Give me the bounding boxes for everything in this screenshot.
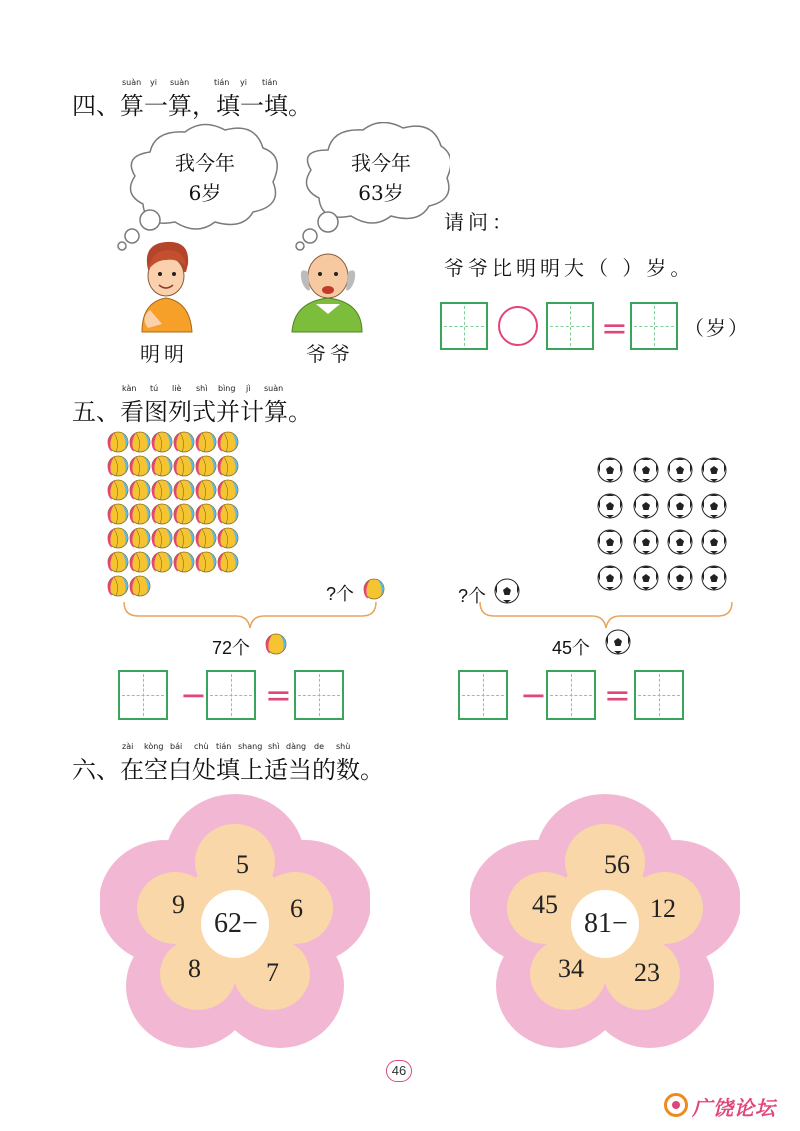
minus-sign: − (520, 676, 547, 714)
right-unknown-label: ?个 (458, 586, 487, 606)
flower-right-petal: 23 (634, 958, 660, 987)
left-bracket (120, 600, 380, 630)
boy-illustration (130, 240, 200, 335)
flower-right-petal: 56 (604, 850, 630, 879)
bubble-left-text: 我今年 6岁 (175, 151, 235, 205)
operator-circle[interactable] (498, 306, 538, 346)
beach-ball-icon (264, 632, 288, 656)
beach-ball-grid (108, 432, 238, 596)
right-total-label: 45个 (552, 638, 591, 658)
left-eq-box-1[interactable] (118, 670, 168, 720)
question-prefix: 请问： (444, 210, 516, 234)
left-unknown-label: ?个 (326, 584, 355, 604)
right-eq-box-2[interactable] (546, 670, 596, 720)
left-eq-box-2[interactable] (206, 670, 256, 720)
equals-sign: = (604, 676, 631, 714)
grandpa-illustration (288, 244, 364, 334)
minus-sign: − (180, 676, 207, 714)
beach-ball-icon (362, 577, 386, 601)
section6-heading: 六、在空白处填上适当的数。 (72, 756, 384, 784)
soccer-ball-icon (604, 628, 632, 656)
right-eq-box-3[interactable] (634, 670, 684, 720)
flower-right-petal: 12 (650, 894, 676, 923)
unit-label: （岁） (684, 316, 750, 340)
answer-box-1[interactable] (440, 302, 488, 350)
flower-left-petal: 8 (188, 954, 201, 983)
answer-box-2[interactable] (546, 302, 594, 350)
equals-sign: = (601, 309, 628, 347)
right-bracket (476, 600, 738, 630)
right-eq-box-1[interactable] (458, 670, 508, 720)
flower-left-petal: 6 (290, 894, 303, 923)
soccer-balls (592, 454, 732, 594)
flower-right-center: 81− (584, 908, 628, 939)
flower-left-petal: 5 (236, 850, 249, 879)
section4-heading: 四、算一算，填一填。 (72, 92, 312, 120)
watermark-text: 广饶论坛 (692, 1096, 776, 1120)
page-number: 46 (386, 1060, 412, 1082)
flower-left-center: 62− (214, 908, 258, 939)
watermark-logo-icon (664, 1093, 688, 1117)
left-eq-box-3[interactable] (294, 670, 344, 720)
answer-box-3[interactable] (630, 302, 678, 350)
question-text: 爷爷比明明大（ ）岁。 (444, 256, 695, 280)
name-mingming: 明明 (140, 342, 188, 366)
section5-heading: 五、看图列式并计算。 (72, 398, 312, 426)
equals-sign: = (265, 676, 292, 714)
beach-balls (106, 430, 396, 605)
left-total-label: 72个 (212, 638, 251, 658)
flower-right-petal: 34 (558, 954, 584, 983)
bubble-right-text: 我今年 63岁 (351, 151, 411, 205)
flower-left-petal: 9 (172, 890, 185, 919)
flower-left-petal: 7 (266, 958, 279, 987)
flower-right-petal: 45 (532, 890, 558, 919)
name-grandpa: 爷爷 (306, 342, 354, 366)
